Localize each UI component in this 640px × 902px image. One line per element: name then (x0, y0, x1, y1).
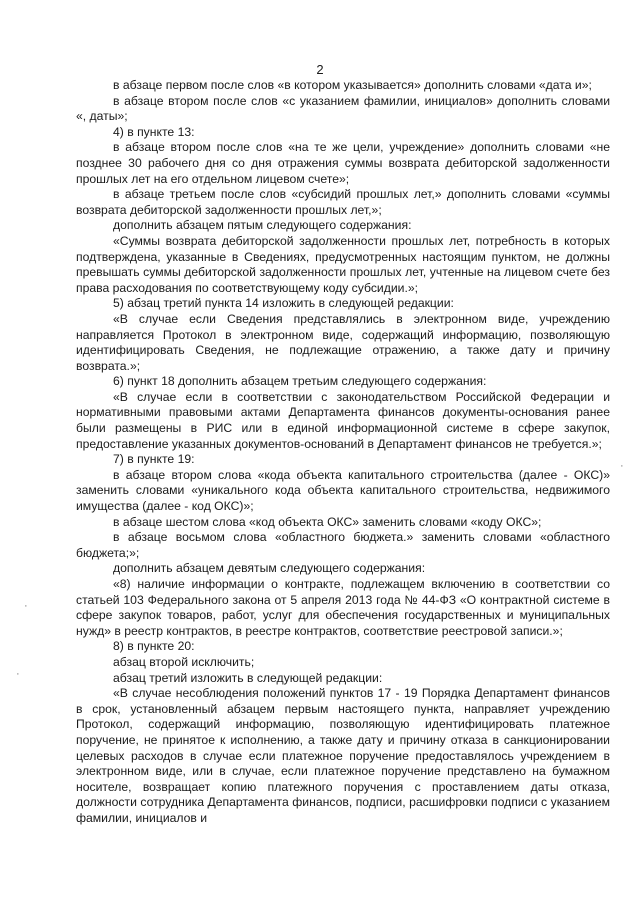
document-body (76, 78, 610, 827)
paragraph: 5) абзац третий пункта 14 изложить в следующей редакции: (113, 296, 454, 311)
scan-speck: · (24, 600, 28, 612)
paragraph: «Суммы возврата дебиторской задолженности прошлых лет, потребность в которых подтверждена, указанные в Сведениях, предусмотренных настоящим пунктом, не должны превышать суммы дебиторской задолженности прошлых лет, учтенные на лицевом счете без права расходования по соответствующему коду субсидии.»; (76, 233, 610, 295)
paragraph: в абзаце втором после слов «на те же цели, учреждение» дополнить словами «не позднее 30 рабочего дня со дня отражения суммы возврата дебиторской задолженности прошлых лет на его отдельном лицевом счете»; (76, 140, 610, 186)
paragraph: «В случае если в соответствии с законодательством Российской Федерации и нормативными правовыми актами Департамента финансов документы-основания ранее были размещены в РИС или в единой информационной системе в сфере закупок, предоставление указанных документов-оснований в Департамент финансов не требуется.»; (76, 389, 610, 451)
paragraph: в абзаце втором слова «кода объекта капитального строительства (далее - ОКС)» заменить словами «уникального кода объекта капитального строительства, недвижимого имущества (далее - код ОКС)»; (76, 467, 610, 514)
paragraph: «8) наличие информации о контракте, подлежащем включению в соответствии со статьей 103 Федерального закона от 5 апреля 2013 года № 44-ФЗ «О контрактной системе в сфере закупок товаров, работ, услуг для обеспечения государственных и муниципальных нужд» в реестр контрактов, в реестре контрактов, соответствие реестровой записи.»; (76, 577, 610, 638)
paragraph: 6) пункт 18 дополнить абзацем третьим следующего содержания: (113, 374, 487, 389)
paragraph: 4) в пункте 13: (113, 124, 195, 139)
paragraph: в абзаце третьем после слов «субсидий прошлых лет,» дополнить словами «суммы возврата дебиторской задолженности прошлых лет,»; (76, 187, 610, 217)
paragraph: «В случае несоблюдения положений пунктов 17 - 19 Порядка Департамент финансов в срок, установленный абзацем первым настоящего пункта, направляет учреждению Протокол, содержащий информацию, позволяющую идентифицировать платежное поручение, не принятое к исполнению, а также дату и причину отказа в санкционировании целевых расходов в случае если платежное поручение предоставлялось учреждением в электронном виде, или в случае, если платежное поручение представлено на бумажном носителе, возвращает копию платежного поручения с проставлением даты отказа, должности сотрудника Департамента финансов, подписи, расшифровки подписи с указанием фамилии, инициалов и (76, 686, 610, 825)
paragraph: абзац третий изложить в следующей редакции: (113, 670, 383, 685)
paragraph: абзац второй исключить; (113, 654, 255, 669)
paragraph: «В случае если Сведения представлялись в электронном виде, учреждению направляется Протокол в электронном виде, содержащий информацию, позволяющую идентифицировать Сведения, не подлежащие отражению, а также дату и причину возврата.»; (76, 311, 610, 373)
paragraph: дополнить абзацем пятым следующего содержания: (113, 218, 412, 233)
paragraph: в абзаце восьмом слова «областного бюджета.» заменить словами «областного бюджета;»; (76, 530, 610, 560)
paragraph: 7) в пункте 19: (113, 452, 195, 467)
paragraph: в абзаце первом после слов «в котором указывается» дополнить словами «дата и»; (113, 78, 592, 92)
scan-speck: · (620, 460, 624, 472)
paragraph: дополнить абзацем девятым следующего содержания: (113, 561, 426, 576)
paragraph: в абзаце шестом слова «код объекта ОКС» заменить словами «коду ОКС»; (113, 514, 542, 529)
scan-speck: · (16, 668, 20, 680)
page-number: 2 (316, 62, 324, 77)
paragraph: 8) в пункте 20: (113, 639, 195, 654)
paragraph: в абзаце втором после слов «с указанием фамилии, инициалов» дополнить словами «, даты»; (76, 93, 610, 124)
